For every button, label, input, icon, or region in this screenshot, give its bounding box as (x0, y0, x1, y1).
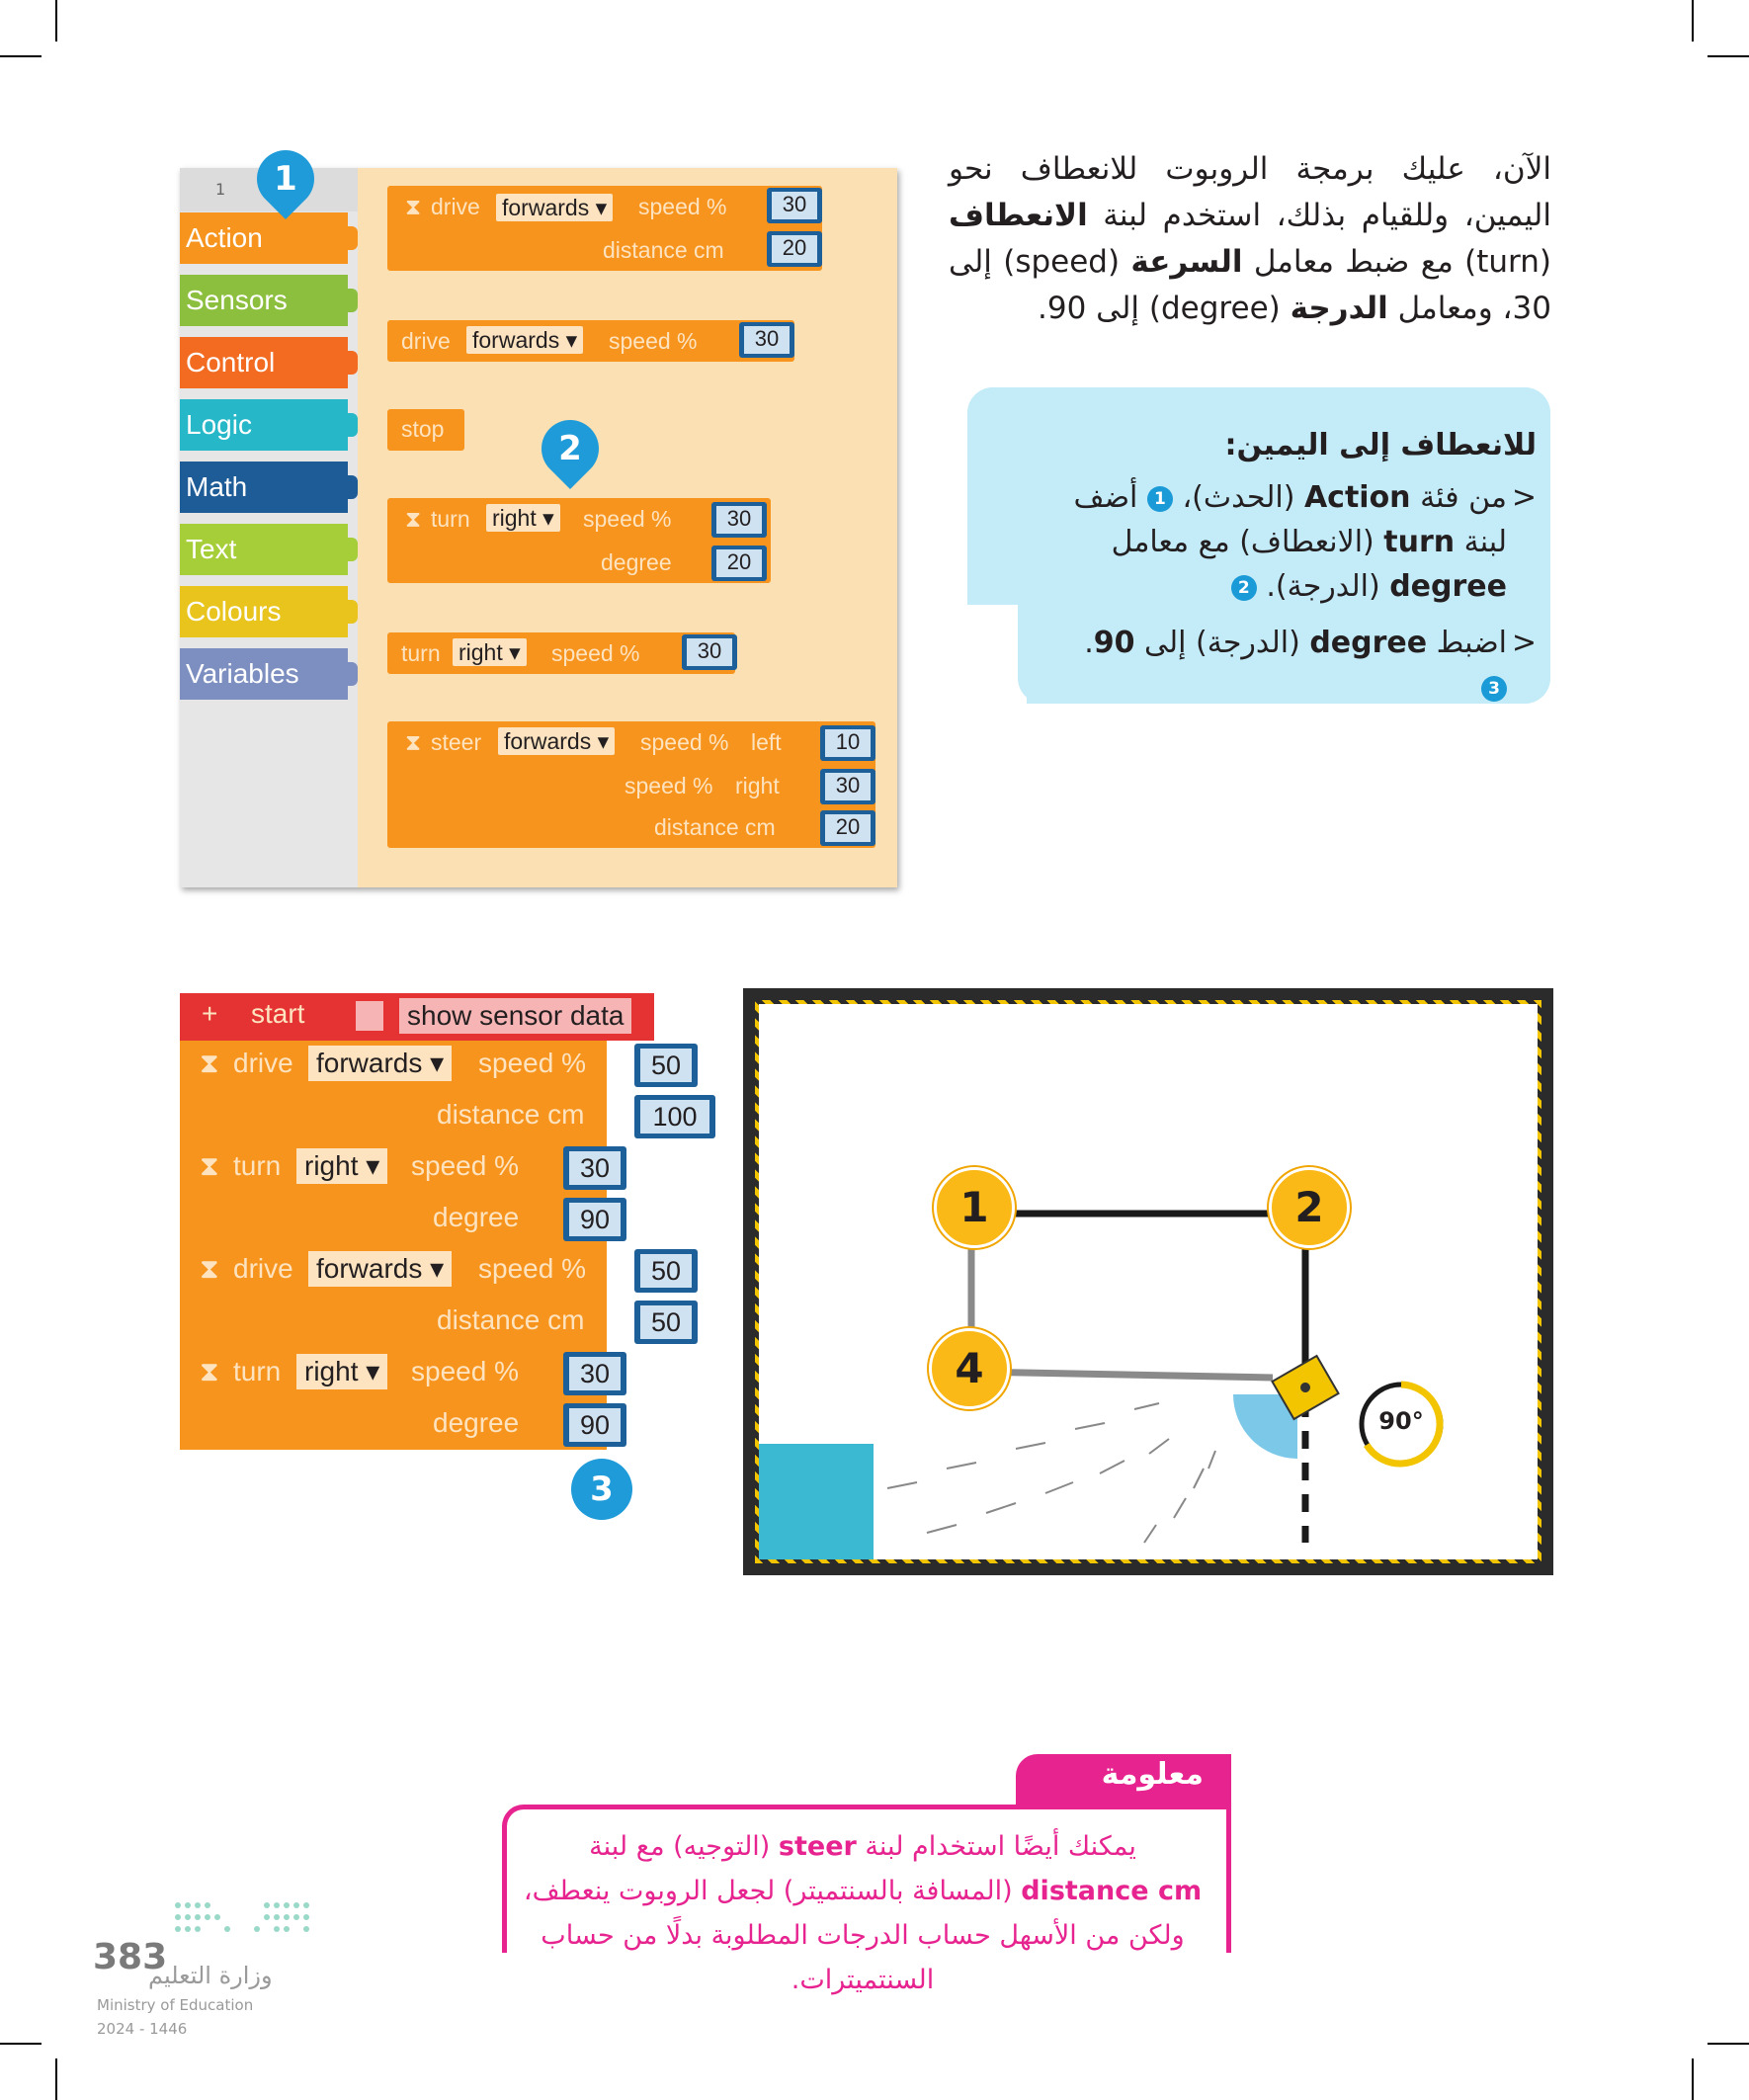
speed-value[interactable]: 30 (739, 322, 794, 358)
callout-number: 3 (571, 1459, 632, 1520)
angle-label: 90° (1378, 1407, 1424, 1435)
arena-drawing (759, 1004, 1538, 1559)
category-variables[interactable]: Variables (180, 648, 348, 700)
info-title: معلومة (1101, 1757, 1204, 1792)
degree-value[interactable]: 90 (563, 1198, 626, 1241)
step-2: < اضبط degree (الدرجة) إلى 90. 3 (1072, 621, 1537, 710)
category-action[interactable]: Action (180, 212, 348, 264)
show-sensor-data-label: show sensor data (399, 998, 631, 1034)
block-label: degree (433, 1202, 520, 1232)
block-label: speed % (583, 506, 672, 532)
crop-mark (0, 55, 42, 57)
crop-mark (1707, 55, 1749, 57)
block-label: speed % (625, 773, 713, 798)
hourglass-icon: ⧗ (200, 1253, 219, 1284)
start-label: start (251, 998, 305, 1029)
speed-value[interactable]: 30 (682, 634, 737, 670)
block-label: drive (233, 1253, 293, 1284)
direction-dropdown[interactable]: forwards ▾ (466, 326, 583, 354)
direction-dropdown[interactable]: forwards ▾ (308, 1251, 452, 1287)
block-label: speed % (640, 729, 729, 755)
block-label: drive (431, 194, 480, 219)
crop-mark (55, 0, 57, 42)
step-1: < من فئة Action (الحدث)، 1 أضف لبنة turn (الانعطاف) مع معامل degree (الدرجة). 2 (1072, 475, 1537, 609)
pin-number: 1 (274, 159, 297, 199)
hourglass-icon: ⧗ (405, 194, 422, 219)
block-label: speed % (478, 1048, 586, 1078)
edition-year: 2024 - 1446 (97, 2020, 188, 2038)
steps-list (1072, 423, 1537, 710)
palette-marker: 1 (215, 180, 226, 199)
category-text[interactable]: Text (180, 524, 348, 575)
hourglass-icon: ⧗ (200, 1150, 219, 1181)
category-control[interactable]: Control (180, 337, 348, 388)
block-label: turn (431, 506, 470, 532)
category-sensors[interactable]: Sensors (180, 275, 348, 326)
block-label: distance cm (654, 814, 776, 840)
block-label: distance cm (437, 1304, 585, 1335)
speed-value[interactable]: 30 (767, 188, 822, 223)
ministry-name-ar: وزارة التعليم (148, 1962, 273, 1989)
degree-value[interactable]: 20 (711, 546, 767, 581)
ministry-name-en: Ministry of Education (97, 1996, 254, 2014)
waypoint-marker: 2 (1269, 1167, 1350, 1248)
hourglass-icon: ⧗ (200, 1048, 219, 1078)
step-badge: 1 (1147, 486, 1173, 512)
direction-dropdown[interactable]: forwards ▾ (308, 1046, 452, 1081)
block-label: turn (233, 1150, 282, 1181)
path-line (971, 1372, 1273, 1378)
step-badge: 3 (1481, 676, 1507, 702)
block-label: speed % (411, 1356, 519, 1386)
block-label: drive (401, 328, 451, 354)
waypoint-marker: 4 (929, 1328, 1010, 1409)
category-colours[interactable]: Colours (180, 586, 348, 637)
block-label: steer (431, 729, 482, 755)
show-sensor-checkbox[interactable] (356, 1001, 383, 1031)
right-speed-value[interactable]: 30 (820, 769, 875, 804)
hourglass-icon: ⧗ (405, 506, 422, 532)
crop-mark (1692, 0, 1694, 42)
plus-icon: + (202, 998, 218, 1029)
crop-mark (1692, 2058, 1694, 2100)
block-label: left (751, 729, 782, 755)
hourglass-icon: ⧗ (200, 1356, 219, 1386)
speed-value[interactable]: 30 (563, 1146, 626, 1190)
crop-mark (1707, 2043, 1749, 2045)
block-label: distance cm (603, 237, 724, 263)
left-speed-value[interactable]: 10 (820, 725, 875, 761)
distance-value[interactable]: 20 (820, 810, 875, 846)
crop-mark (55, 2058, 57, 2100)
distance-value[interactable]: 20 (767, 231, 822, 267)
block-label: drive (233, 1048, 293, 1078)
ministry-logo (172, 1897, 322, 1945)
intro-paragraph: الآن، عليك برمجة الروبوت للانعطاف نحو اليمين، وللقيام بذلك، استخدم لبنة الانعطاف (turn) مع ضبط معامل السرعة (speed) إلى 30، ومعامل الدرجة (degree) إلى 90. (949, 151, 1551, 326)
block-label: speed % (478, 1253, 586, 1284)
block-label: turn (401, 640, 441, 666)
block-label: speed % (638, 194, 727, 219)
speed-value[interactable]: 50 (634, 1044, 698, 1087)
steps-title: للانعطاف إلى اليمين: (1224, 428, 1537, 462)
block-label: right (735, 773, 780, 798)
hourglass-icon: ⧗ (405, 729, 422, 755)
distance-value[interactable]: 100 (634, 1095, 715, 1138)
direction-dropdown[interactable]: right ▾ (453, 638, 527, 666)
direction-dropdown[interactable]: right ▾ (296, 1354, 387, 1389)
direction-dropdown[interactable]: right ▾ (486, 504, 560, 532)
block-label: distance cm (437, 1099, 585, 1130)
block-label: degree (433, 1407, 520, 1438)
crop-mark (0, 2043, 42, 2045)
pin-number: 2 (558, 429, 582, 468)
direction-dropdown[interactable]: right ▾ (296, 1148, 387, 1184)
block-label: speed % (411, 1150, 519, 1181)
block-label: degree (601, 549, 672, 575)
category-logic[interactable]: Logic (180, 399, 348, 451)
speed-value[interactable]: 30 (711, 502, 767, 538)
sensor-rays (887, 1403, 1215, 1543)
obstacle-box (759, 1444, 874, 1559)
block-label: speed % (609, 328, 698, 354)
speed-value[interactable]: 50 (634, 1249, 698, 1293)
step-badge: 2 (1231, 575, 1257, 601)
waypoint-marker: 1 (934, 1167, 1015, 1248)
page-number: 383 (93, 1937, 168, 1977)
degree-value[interactable]: 90 (563, 1403, 626, 1447)
block-label: speed % (551, 640, 640, 666)
speed-value[interactable]: 30 (563, 1352, 626, 1395)
direction-dropdown[interactable]: forwards ▾ (498, 727, 615, 755)
block-label: turn (233, 1356, 282, 1386)
steps-box-corner (967, 387, 1086, 605)
distance-value[interactable]: 50 (634, 1301, 698, 1344)
info-text: يمكنك أيضًا استخدام لبنة steer (التوجيه) مع لبنة distance cm (المسافة بالسنتميتر) لجعل الروبوت ينعطف، ولكن من الأسهل حساب الدرجات المطلوبة بدلًا من حساب السنتميترات. (523, 1831, 1203, 1995)
direction-dropdown[interactable]: forwards ▾ (496, 194, 613, 221)
block-label: stop (401, 416, 445, 442)
category-math[interactable]: Math (180, 462, 348, 513)
